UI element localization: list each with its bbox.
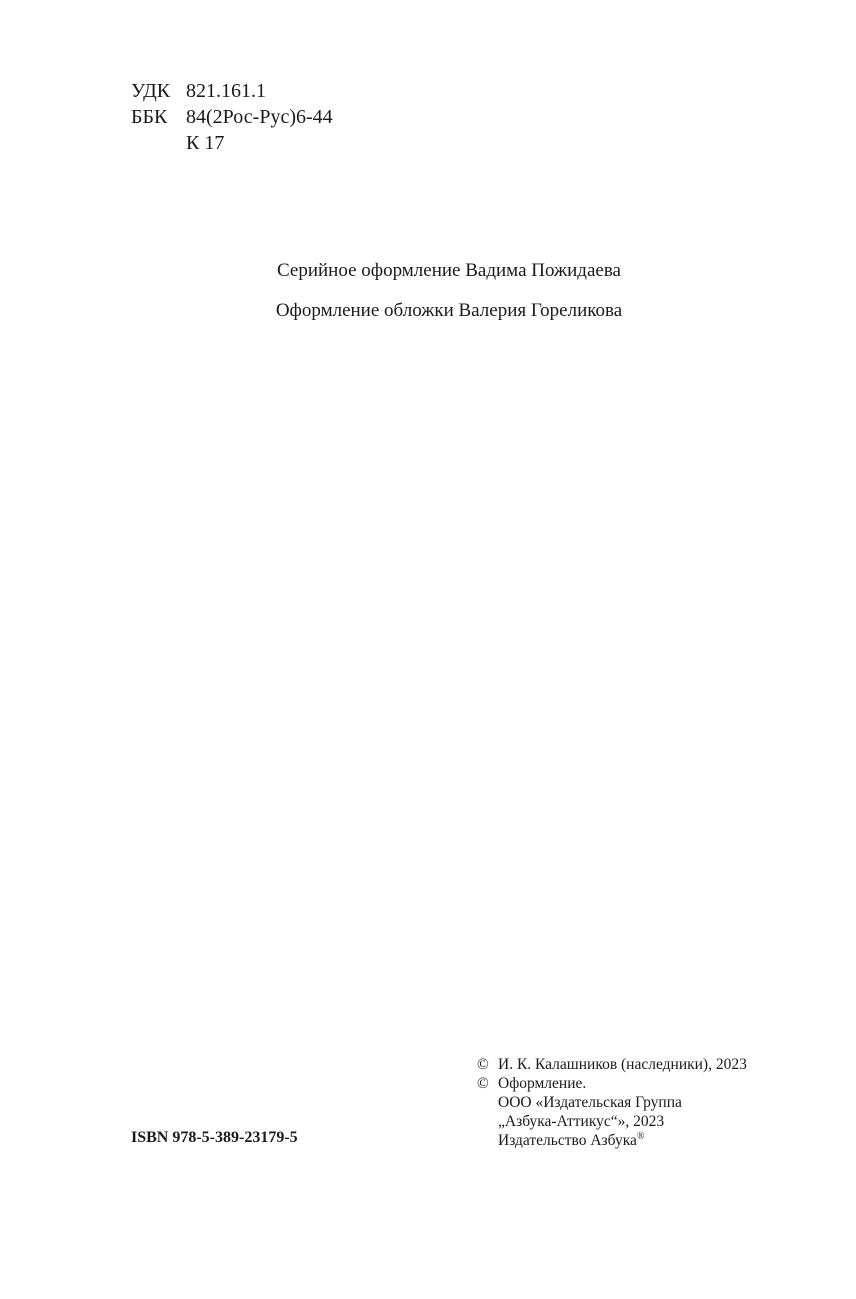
classification-block (131, 78, 333, 156)
copyright-holder: И. К. Калашников (наследники), 2023 (498, 1056, 747, 1073)
udk-value: 821.161.1 (186, 80, 266, 102)
copyright-design: Оформление. (498, 1075, 587, 1092)
copyright-publisher-line-1: ООО «Издательская Группа (498, 1094, 682, 1111)
author-mark: К 17 (186, 132, 225, 154)
copyright-block (477, 1055, 747, 1150)
copyright-symbol: © (477, 1075, 489, 1092)
bbk-label: ББК (131, 106, 168, 128)
udk-row (131, 78, 333, 104)
registered-mark: ® (636, 1130, 645, 1142)
bbk-value: 84(2Рос-Рус)6-44 (186, 106, 333, 128)
udk-label: УДК (131, 80, 171, 102)
copyright-publisher-line-2: „Азбука-Аттикус“», 2023 (498, 1113, 665, 1130)
copyright-symbol: © (477, 1056, 489, 1073)
cover-design-credit: Оформление обложки Валерия Гореликова (275, 300, 623, 321)
copyright-line-2 (477, 1074, 747, 1093)
isbn: ISBN 978-5-389-23179-5 (131, 1129, 298, 1146)
series-design-credit: Серийное оформление Вадима Пожидаева (277, 260, 621, 281)
copyright-line-1 (477, 1055, 747, 1074)
copyright-imprint (477, 1131, 747, 1150)
author-mark-row (131, 130, 333, 156)
imprint-name: Издательство Азбука (498, 1132, 637, 1149)
bbk-row (131, 104, 333, 130)
